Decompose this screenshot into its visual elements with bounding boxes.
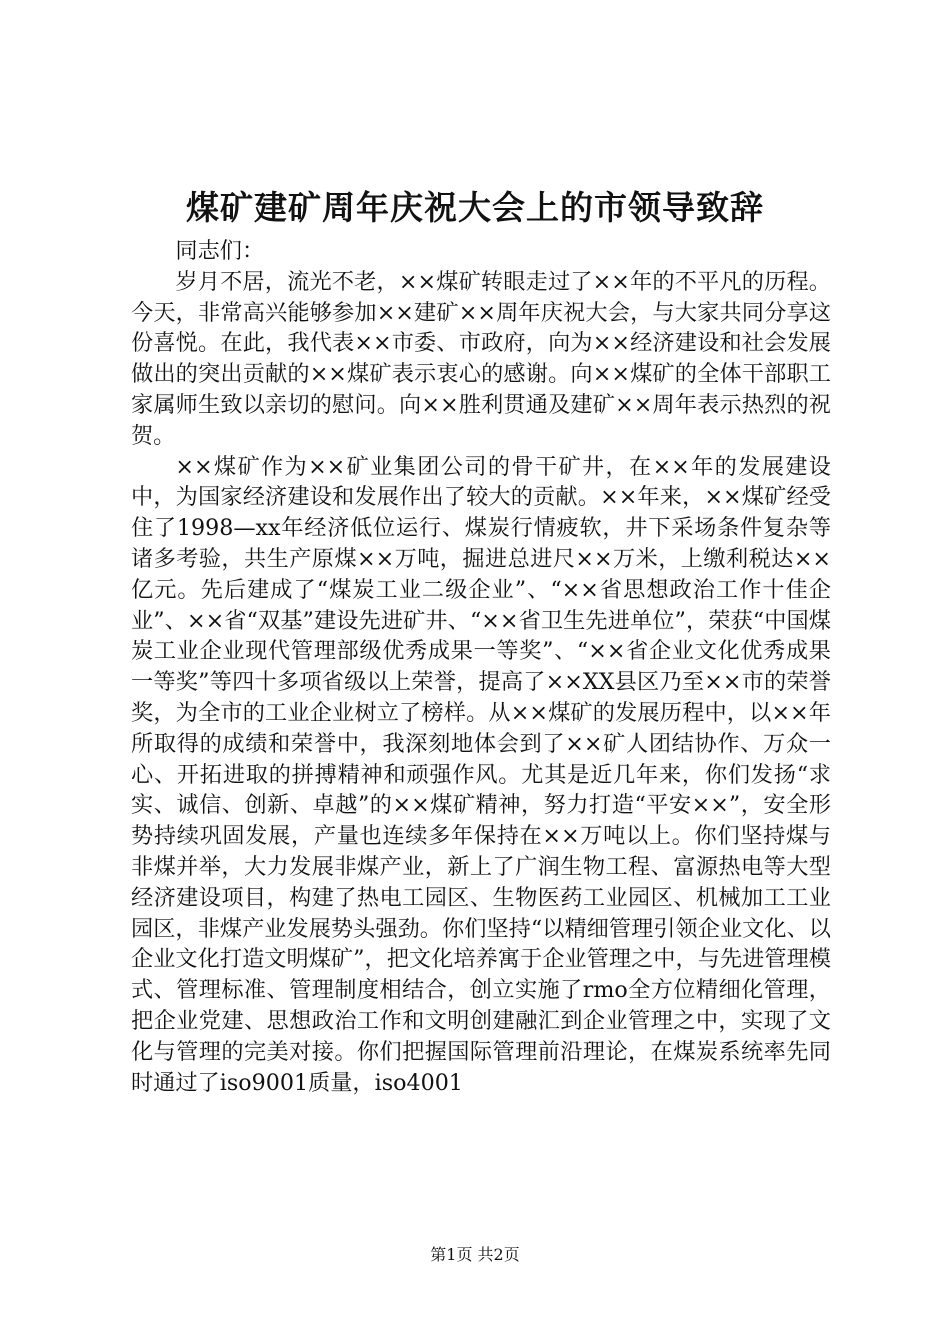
salutation: 同志们：	[175, 238, 265, 264]
paragraph-1: 岁月不居，流光不老，××煤矿转眼走过了××年的不平凡的历程。今天，非常高兴能够参加××建矿××周年庆祝大会，与大家共同分享这份喜悦。在此，我代表××市委、市政府，向为××经济建设和社会发展做出的突出贡献的××煤矿表示衷心的感谢。向××煤矿的全体干部职工家属师生致以亲切的慰问。向××胜利贯通及建矿××周年表示热烈的祝贺。	[131, 268, 831, 449]
page-footer: 第1页 共2页	[430, 1245, 520, 1264]
paragraph-2: ××煤矿作为××矿业集团公司的骨干矿井，在××年的发展建设中，为国家经济建设和发展作出了较大的贡献。××年来，××煤矿经受住了1998—xx年经济低位运行、煤炭行情疲软，井下采场条件复杂等诸多考验，共生产原煤××万吨，掘进总进尺××万米，上缴利税达××亿元。先后建成了“煤炭工业二级企业”、“××省思想政治工作十佳企业”、××省“双基”建设先进矿井、“××省卫生先进单位”，荣获“中国煤炭工业企业现代管理部级优秀成果一等奖”、“××省企业文化优秀成果一等奖”等四十多项省级以上荣誉，提高了××XX县区乃至××市的荣誉奖，为全市的工业企业树立了榜样。从××煤矿的发展历程中，以××年所取得的成绩和荣誉中，我深刻地体会到了××矿人团结协作、万众一心、开拓进取的拼搏精神和顽强作风。尤其是近几年来，你们发扬“求实、诚信、创新、卓越”的××煤矿精神，努力打造“平安××”，安全形势持续巩固发展，产量也连续多年保持在××万吨以上。你们坚持煤与非煤并举，大力发展非煤产业，新上了广润生物工程、富源热电等大型经济建设项目，构建了热电工园区、生物医药工业园区、机械加工工业园区，非煤产业发展势头强劲。你们坚持“以精细管理引领企业文化、以企业文化打造文明煤矿”，把文化培养寓于企业管理之中，与先进管理模式、管理标准、管理制度相结合，创立实施了rmo全方位精细化管理，把企业党建、思想政治工作和文明创建融汇到企业管理之中，实现了文化与管理的完美对接。你们把握国际管理前沿理论，在煤炭系统率先同时通过了iso9001质量，iso4001	[131, 453, 831, 1096]
document-body	[131, 236, 831, 1098]
document-title: 煤矿建矿周年庆祝大会上的市领导致辞	[186, 188, 764, 227]
